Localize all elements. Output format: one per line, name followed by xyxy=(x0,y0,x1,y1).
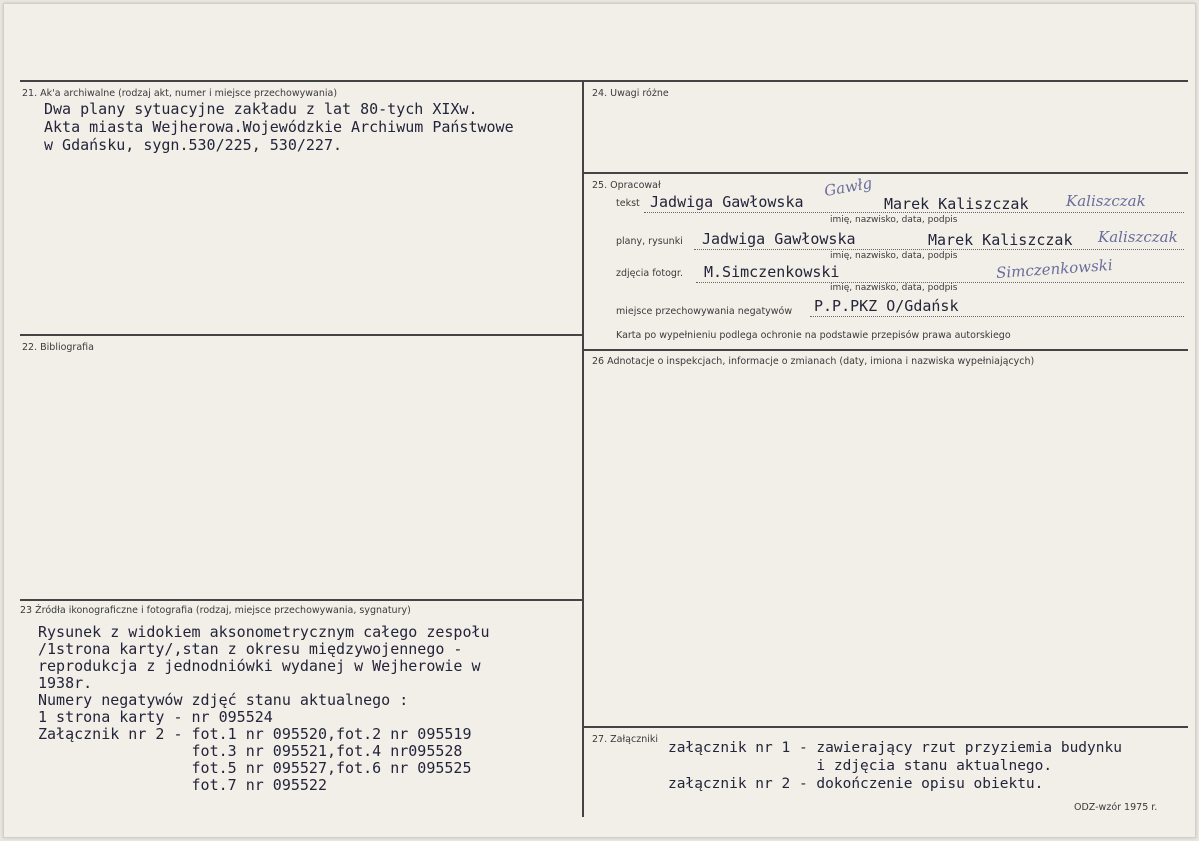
tekst-author-2: Marek Kaliszczak xyxy=(884,195,1029,213)
plany-author-2: Marek Kaliszczak xyxy=(928,231,1073,249)
plany-dotted-line xyxy=(694,249,1184,250)
form-card xyxy=(3,3,1196,838)
rule-26-27 xyxy=(584,726,1188,728)
section-25-label: 25. Opracował xyxy=(592,180,661,191)
section-21-line-2: Akta miasta Wejherowa.Wojewódzkie Archiwum Państwowe xyxy=(44,118,514,136)
tekst-signature-2: Kaliszczak xyxy=(1066,192,1146,210)
tekst-caption: imię, nazwisko, data, podpis xyxy=(830,215,958,225)
top-rule xyxy=(20,80,1188,82)
zdjecia-label: zdjęcia fotogr. xyxy=(616,268,683,279)
section-23-line-1: Rysunek z widokiem aksonometrycznym całego zespołu xyxy=(38,623,490,641)
section-23-line-5: Numery negatywów zdjęć stanu aktualnego : xyxy=(38,691,409,709)
section-22-label: 22. Bibliografia xyxy=(22,342,94,353)
section-23-line-7: Załącznik nr 2 - fot.1 nr 095520,fot.2 nr 095519 xyxy=(38,725,472,743)
section-24-label: 24. Uwagi różne xyxy=(592,88,669,99)
section-23-line-9: fot.5 nr 095527,fot.6 nr 095525 xyxy=(38,759,472,777)
section-27-line-1: załącznik nr 1 - zawierający rzut przyziemia budynku xyxy=(668,740,1122,756)
section-23-line-2: /1strona karty/,stan z okresu międzywojennego - xyxy=(38,640,463,658)
miejsce-value: P.P.PKZ O/Gdańsk xyxy=(814,297,959,315)
section-23-line-8: fot.3 nr 095521,fot.4 nr095528 xyxy=(38,742,463,760)
section-27-line-2: i zdjęcia stanu aktualnego. xyxy=(668,758,1053,774)
plany-label: plany, rysunki xyxy=(616,236,683,247)
section-23-line-4: 1938r. xyxy=(38,674,93,692)
section-21-line-3: w Gdańsku, sygn.530/225, 530/227. xyxy=(44,136,343,154)
section-23-line-3: reprodukcja z jednodniówki wydanej w Wejherowie w xyxy=(38,657,481,675)
section-23-label: 23 Źródła ikonograficzne i fotografia (rodzaj, miejsce przechowywania, sygnatury) xyxy=(20,605,411,616)
section-21-line-1: Dwa plany sytuacyjne zakładu z lat 80-tych XIXw. xyxy=(44,100,478,118)
rule-21-22 xyxy=(20,334,582,336)
miejsce-dotted-line xyxy=(810,316,1184,317)
section-23-line-6: 1 strona karty - nr 095524 xyxy=(38,708,273,726)
section-27-line-3: załącznik nr 2 - dokończenie opisu obiektu. xyxy=(668,776,1044,792)
rule-22-23 xyxy=(20,599,582,601)
rule-24-25 xyxy=(584,172,1188,174)
zdjecia-author: M.Simczenkowski xyxy=(704,263,840,281)
center-divider xyxy=(582,81,584,817)
form-footer: ODZ-wzór 1975 r. xyxy=(1074,802,1158,813)
tekst-signature-1: Gawłg xyxy=(822,173,874,201)
zdjecia-caption: imię, nazwisko, data, podpis xyxy=(830,283,958,293)
plany-signature: Kaliszczak xyxy=(1098,228,1178,246)
section-21-label: 21. Ak'a archiwalne (rodzaj akt, numer i miejsce przechowywania) xyxy=(22,88,338,99)
tekst-author-1: Jadwiga Gawłowska xyxy=(650,193,804,211)
tekst-label: tekst xyxy=(616,198,640,209)
section-26-label: 26 Adnotacje o inspekcjach, informacje o zmianach (daty, imiona i nazwiska wypełniających) xyxy=(592,356,1035,367)
plany-caption: imię, nazwisko, data, podpis xyxy=(830,251,958,261)
zdjecia-signature: Simczenkowski xyxy=(995,255,1114,283)
rule-25-26 xyxy=(584,349,1188,351)
copyright-note: Karta po wypełnieniu podlega ochronie na podstawie przepisów prawa autorskiego xyxy=(616,330,1011,341)
plany-author-1: Jadwiga Gawłowska xyxy=(702,230,856,248)
miejsce-label: miejsce przechowywania negatywów xyxy=(616,306,793,317)
section-27-label: 27. Załączniki xyxy=(592,734,658,745)
section-23-line-10: fot.7 nr 095522 xyxy=(38,776,327,794)
